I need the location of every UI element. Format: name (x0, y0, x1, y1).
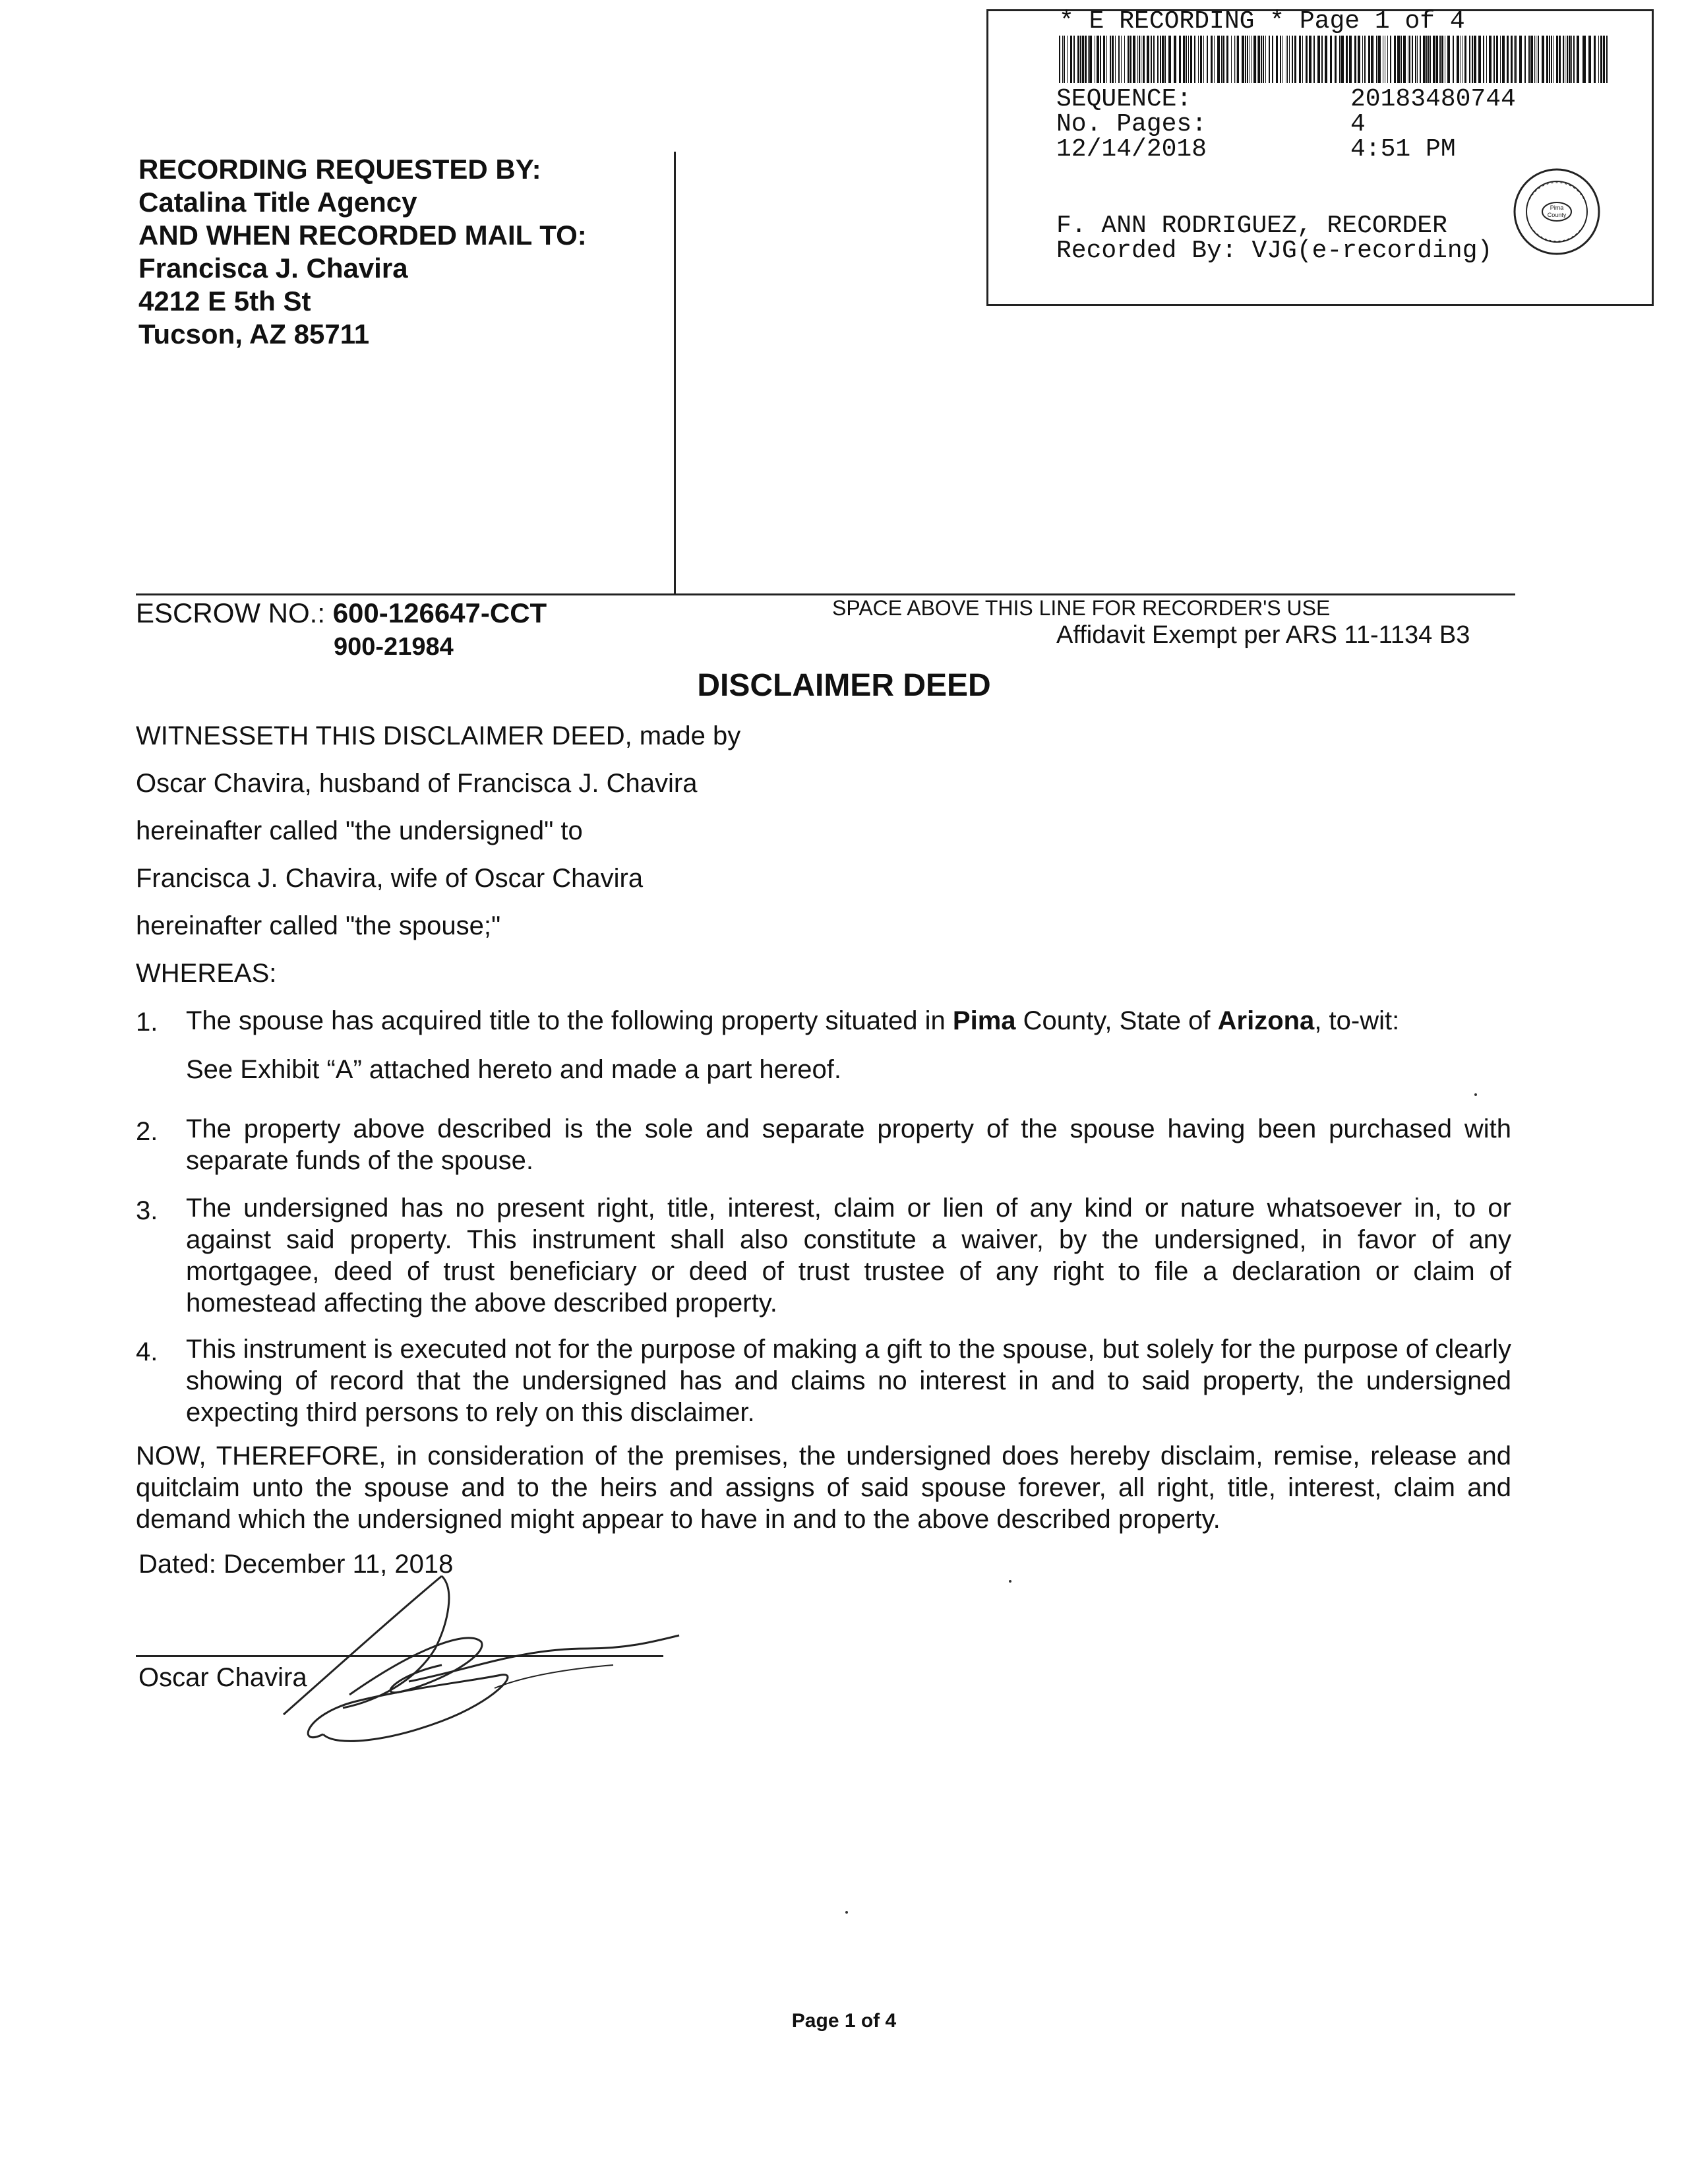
barcode-bar (1064, 36, 1065, 83)
mail-to-street: 4212 E 5th St (138, 286, 311, 317)
barcode-bar (1515, 36, 1517, 83)
barcode-bar (1280, 36, 1281, 83)
clause-1-text (186, 1005, 1511, 1037)
barcode-bar (1577, 36, 1579, 83)
barcode-bar (1200, 36, 1202, 83)
sequence-value: 20183480744 (1350, 85, 1516, 113)
barcode-bar (1186, 36, 1187, 83)
clause-number: 1. (136, 1008, 158, 1037)
barcode-bar (1420, 36, 1421, 83)
barcode-bar (1538, 36, 1539, 83)
scan-speck (1474, 1093, 1477, 1096)
clause-number: 3. (136, 1196, 158, 1225)
clause-1-text-start: The spouse has acquired title to the following property situated in (186, 1006, 953, 1035)
barcode-bar (1489, 36, 1492, 83)
barcode-bar (1115, 36, 1116, 83)
barcode-bar (1253, 36, 1256, 83)
barcode-bar (1309, 36, 1311, 83)
scan-speck (1009, 1580, 1011, 1583)
clause-3-text: The undersigned has no present right, title, interest, claim or lien of any kind or nature whatsoever in, to or against said property. This instrument shall also constitute a waiver, by the undersigned, in favor of any mortgagee, deed of trust beneficiary or deed of trust trustee of any right to file a declaration or claim of homestead affecting the above described property. (186, 1194, 1511, 1318)
pages-label: No. Pages: (1056, 110, 1207, 138)
barcode-bar (1245, 36, 1246, 83)
barcode-bar (1237, 36, 1239, 83)
barcode-bar (1128, 36, 1129, 83)
barcode-bar (1276, 36, 1278, 83)
barcode-bar (1430, 36, 1431, 83)
barcode-bar (1251, 36, 1252, 83)
barcode-bar (1368, 36, 1370, 83)
barcode-bar (1269, 36, 1270, 83)
barcode-bar (1261, 36, 1262, 83)
barcode-bar (1469, 36, 1470, 83)
barcode-bar (1282, 36, 1283, 83)
barcode-bar (1474, 36, 1476, 83)
barcode-bar (1153, 36, 1155, 83)
barcode-bar (1130, 36, 1131, 83)
barcode-bar (1157, 36, 1159, 83)
barcode-bar (1390, 36, 1391, 83)
barcode-bar (1188, 36, 1189, 83)
barcode-bar (1070, 36, 1072, 83)
barcode-bar (1433, 36, 1435, 83)
barcode-bar (1294, 36, 1296, 83)
barcode-bar (1339, 36, 1341, 83)
barcode-bar (1447, 36, 1450, 83)
barcode-bar (1514, 36, 1515, 83)
clause-1-text-mid: County, State of (1015, 1006, 1218, 1035)
barcode-bar (1549, 36, 1550, 83)
mail-to-name: Francisca J. Chavira (138, 253, 408, 284)
barcode-bar (1077, 36, 1079, 83)
clause-1-text-end: , to-wit: (1314, 1006, 1400, 1035)
barcode-bar (1080, 36, 1081, 83)
escrow-number-2: 900-21984 (334, 633, 454, 661)
barcode-bar (1089, 36, 1092, 83)
barcode-bar (1507, 36, 1509, 83)
barcode-bar (1542, 36, 1544, 83)
barcode-bar (1124, 36, 1125, 83)
barcode-bar (1441, 36, 1443, 83)
clause-4-text: This instrument is executed not for the purpose of making a gift to the spouse, but solely for the purpose of clearly showing of record that the undersigned has and claims no interest in and to said property, the undersigned expecting third persons to rely on this disclaimer. (186, 1335, 1511, 1427)
barcode-bar (1553, 36, 1554, 83)
barcode-bar (1502, 36, 1505, 83)
barcode-bar (1247, 36, 1248, 83)
clause-number: 4. (136, 1337, 158, 1366)
barcode-bar (1457, 36, 1459, 83)
state-name: Arizona (1217, 1006, 1315, 1035)
barcode-bar (1415, 36, 1416, 83)
clause-2-text: The property above described is the sole and separate property of the spouse having been purchased with separate funds of the spouse. (186, 1114, 1511, 1175)
preamble-line: Francisca J. Chavira, wife of Oscar Chavira (136, 864, 644, 893)
barcode-bar (1546, 36, 1548, 83)
barcode-bar (1289, 36, 1290, 83)
barcode-bar (1428, 36, 1430, 83)
barcode-bar (1133, 36, 1135, 83)
barcode-bar (1258, 36, 1260, 83)
barcode-bar (1417, 36, 1418, 83)
barcode-bar (1221, 36, 1222, 83)
barcode-bar (1160, 36, 1161, 83)
barcode-bar (1483, 36, 1484, 83)
barcode-bar (1183, 36, 1185, 83)
sequence-label: SEQUENCE: (1056, 85, 1192, 113)
barcode-bar (1588, 36, 1591, 83)
barcode-bar (1401, 36, 1402, 83)
barcode-bar (1174, 36, 1176, 83)
barcode-bar (1598, 36, 1599, 83)
recording-time: 4:51 PM (1350, 135, 1456, 164)
recorder-name: F. ANN RODRIGUEZ, RECORDER (1056, 212, 1447, 240)
barcode-bar (1519, 36, 1522, 83)
barcode-bar (1524, 36, 1526, 83)
barcode-bar (1242, 36, 1244, 83)
exhibit-reference: See Exhibit “A” attached hereto and made a part hereof. (186, 1055, 841, 1084)
barcode-bar (1387, 36, 1388, 83)
escrow-number: 600-126647-CCT (332, 597, 547, 628)
barcode-bar (1373, 36, 1374, 83)
barcode-bar (1394, 36, 1396, 83)
barcode-bar (1231, 36, 1232, 83)
whereas-heading: WHEREAS: (136, 959, 277, 988)
barcode-bar (1500, 36, 1501, 83)
signer-name: Oscar Chavira (138, 1663, 307, 1692)
barcode-bar (1358, 36, 1360, 83)
barcode-bar (1121, 36, 1122, 83)
barcode-bar (1234, 36, 1235, 83)
barcode-bar (1265, 36, 1266, 83)
barcode-bar (1194, 36, 1195, 83)
scan-speck (845, 1911, 848, 1914)
preamble-line: Oscar Chavira, husband of Francisca J. Chavira (136, 769, 698, 798)
barcode-bar (1306, 36, 1308, 83)
signature-mark (244, 1550, 706, 1747)
barcode-bar (1299, 36, 1301, 83)
pages-value: 4 (1350, 110, 1366, 138)
barcode-bar (1472, 36, 1473, 83)
recording-date: 12/14/2018 (1056, 135, 1207, 164)
barcode-bar (1453, 36, 1454, 83)
barcode-bar (1325, 36, 1327, 83)
barcode-bar (1059, 36, 1060, 83)
county-name: Pima (952, 1006, 1016, 1035)
barcode-bar (1211, 36, 1213, 83)
barcode-bar (1118, 36, 1120, 83)
preamble-line: hereinafter called "the spouse;" (136, 911, 501, 940)
barcode-bar (1486, 36, 1487, 83)
barcode-bar (1203, 36, 1204, 83)
barcode-bar (1317, 36, 1320, 83)
barcode-bar (1292, 36, 1293, 83)
barcode-bar (1222, 36, 1224, 83)
barcode-bar (1313, 36, 1315, 83)
barcode-bar (1106, 36, 1107, 83)
barcode-bar (1346, 36, 1348, 83)
barcode-bar (1137, 36, 1138, 83)
barcode-bar (1364, 36, 1366, 83)
barcode-bar (1226, 36, 1228, 83)
now-therefore-paragraph: NOW, THEREFORE, in consideration of the premises, the undersigned does hereby disclaim, remise, release and quitclaim unto the spouse and to the heirs and assigns of said spouse forever, all right, title, interest, claim and demand which the undersigned might appear to have in and to the above described property. (136, 1441, 1511, 1534)
dated-line: Dated: December 11, 2018 (138, 1550, 454, 1579)
barcode-bar (1412, 36, 1413, 83)
barcode-bar (1330, 36, 1332, 83)
barcode-bar (1403, 36, 1406, 83)
barcode-bar (1103, 36, 1105, 83)
barcode-bar (1349, 36, 1352, 83)
barcode-graphic (1059, 36, 1613, 83)
document-title: DISCLAIMER DEED (697, 668, 991, 703)
barcode-bar (1530, 36, 1533, 83)
barcode-bar (1409, 36, 1410, 83)
barcode-bar (1147, 36, 1149, 83)
svg-text:County: County (1547, 212, 1567, 218)
barcode-bar (1493, 36, 1495, 83)
barcode-bar (1335, 36, 1337, 83)
recorder-space-divider (136, 593, 1515, 595)
barcode-bar (1559, 36, 1561, 83)
barcode-bar (1594, 36, 1596, 83)
barcode-bar (1179, 36, 1181, 83)
barcode-bar (1397, 36, 1400, 83)
barcode-bar (1551, 36, 1552, 83)
barcode-bar (1563, 36, 1564, 83)
requested-by-label: RECORDING REQUESTED BY: (138, 154, 541, 185)
affidavit-exempt-note: Affidavit Exempt per ARS 11-1134 B3 (1056, 621, 1470, 649)
barcode-bar (1571, 36, 1572, 83)
barcode-bar (1436, 36, 1438, 83)
barcode-bar (1143, 36, 1145, 83)
barcode-bar (1534, 36, 1535, 83)
barcode-bar (1569, 36, 1571, 83)
page-footer: Page 1 of 4 (791, 2010, 897, 2032)
preamble-line: hereinafter called "the undersigned" to (136, 816, 583, 845)
barcode-bar (1272, 36, 1273, 83)
barcode-bar (1376, 36, 1377, 83)
barcode-bar (1085, 36, 1087, 83)
barcode-bar (1067, 36, 1068, 83)
barcode-bar (1426, 36, 1428, 83)
escrow-label: ESCROW NO.: (136, 597, 326, 628)
barcode-bar (1263, 36, 1264, 83)
barcode-bar (1190, 36, 1192, 83)
barcode-bar (1112, 36, 1114, 83)
barcode-bar (1496, 36, 1498, 83)
county-seal-icon (1511, 166, 1602, 257)
barcode-bar (1151, 36, 1152, 83)
barcode-bar (1556, 36, 1558, 83)
mail-to-city: Tucson, AZ 85711 (138, 318, 370, 349)
barcode-bar (1583, 36, 1586, 83)
barcode-bar (1100, 36, 1101, 83)
clause-number: 2. (136, 1117, 158, 1146)
divider-vertical (674, 152, 676, 595)
barcode-bar (1168, 36, 1171, 83)
barcode-bar (1600, 36, 1602, 83)
signature-line (136, 1655, 663, 1657)
barcode-bar (1354, 36, 1356, 83)
recorded-by: Recorded By: VJG(e-recording) (1056, 237, 1493, 265)
barcode-bar (1464, 36, 1466, 83)
barcode-bar (1511, 36, 1513, 83)
barcode-bar (1207, 36, 1208, 83)
barcode-bar (1321, 36, 1323, 83)
barcode-bar (1603, 36, 1605, 83)
barcode-bar (1423, 36, 1426, 83)
barcode-bar (1302, 36, 1303, 83)
recorder-stamp-header: * E RECORDING * Page 1 of 4 (1059, 7, 1465, 36)
preamble-line: WITNESSETH THIS DISCLAIMER DEED, made by (136, 721, 741, 750)
svg-text:Pima: Pima (1550, 204, 1564, 211)
barcode-bar (1162, 36, 1164, 83)
barcode-bar (1097, 36, 1099, 83)
barcode-bar (1378, 36, 1381, 83)
escrow-block (136, 597, 547, 629)
barcode-bar (1478, 36, 1481, 83)
barcode-bar (1567, 36, 1568, 83)
barcode-bar (1371, 36, 1373, 83)
barcode-bar (1088, 36, 1089, 83)
barcode-bar (1073, 36, 1075, 83)
barcode-bar (1287, 36, 1288, 83)
barcode-bar (1606, 36, 1608, 83)
barcode-bar (1198, 36, 1199, 83)
barcode-bar (1082, 36, 1084, 83)
barcode-bar (1214, 36, 1215, 83)
barcode-bar (1341, 36, 1344, 83)
mail-to-label: AND WHEN RECORDED MAIL TO: (138, 220, 587, 251)
barcode-bar (1528, 36, 1530, 83)
barcode-bar (1062, 36, 1063, 83)
recorder-space-note: SPACE ABOVE THIS LINE FOR RECORDER'S USE (832, 596, 1331, 620)
barcode-bar (1110, 36, 1111, 83)
barcode-bar (1439, 36, 1441, 83)
barcode-bar (1139, 36, 1140, 83)
requested-by-company: Catalina Title Agency (138, 187, 417, 218)
barcode-bar (1164, 36, 1166, 83)
barcode-bar (1217, 36, 1220, 83)
barcode-bar (1573, 36, 1575, 83)
barcode-bar (1362, 36, 1363, 83)
